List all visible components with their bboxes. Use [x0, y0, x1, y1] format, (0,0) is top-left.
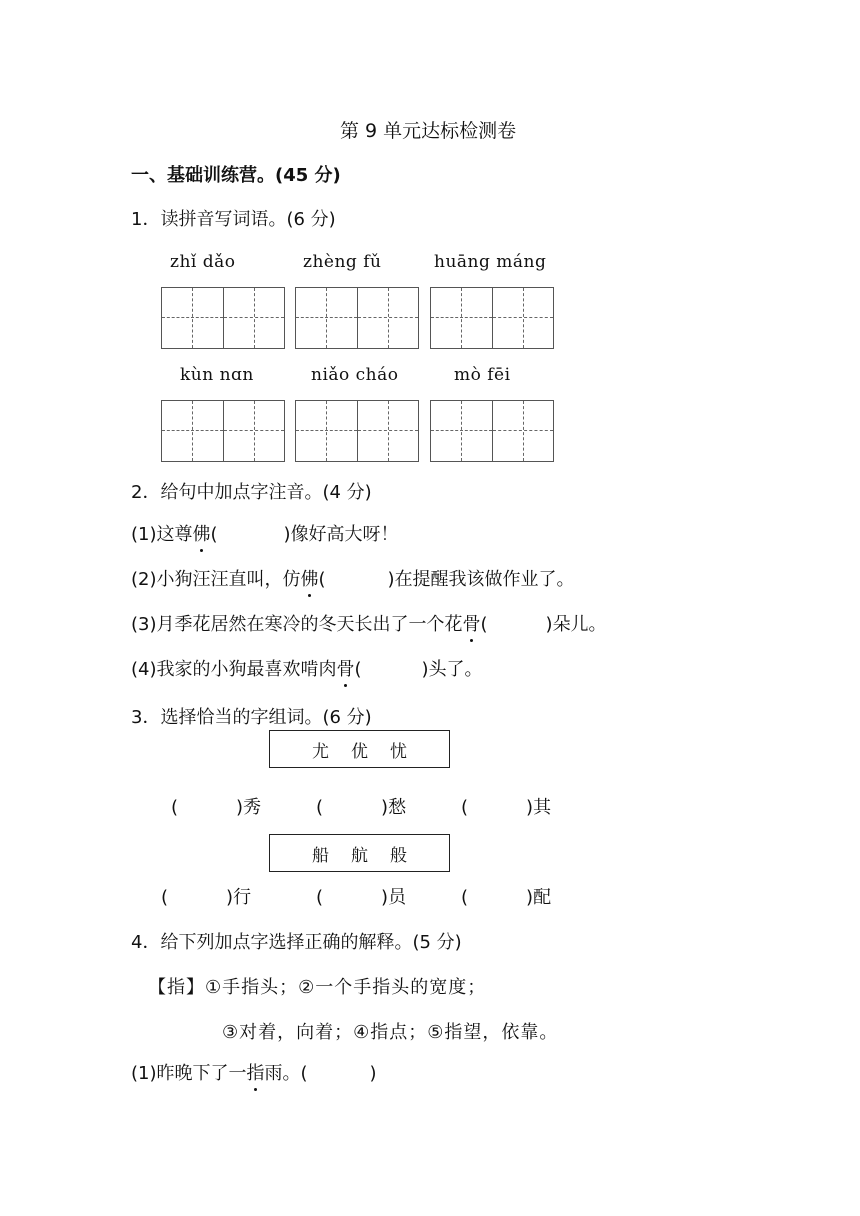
word-blank[interactable]: ( )配: [461, 887, 552, 908]
definition-line: ③对着，向着；④指点；⑤指望，依靠。: [222, 1022, 559, 1043]
pinyin-label: zhèng fǔ: [303, 252, 382, 272]
question-1-prompt: 1．读拼音写词语。(6 分): [131, 209, 336, 230]
sentence-item: [131, 610, 607, 636]
pinyin-label: niǎo cháo: [311, 365, 399, 385]
sentence-text: 在提醒我该做作业了。: [394, 569, 575, 590]
option-character: 优: [351, 741, 368, 762]
answer-blank[interactable]: ( ): [354, 659, 429, 680]
dotted-character: 骨: [337, 655, 355, 681]
word-blank[interactable]: ( )其: [461, 797, 552, 818]
answer-blank[interactable]: ( ): [210, 524, 291, 545]
option-character: 船: [312, 845, 329, 866]
word-blank[interactable]: ( )员: [316, 887, 407, 908]
sentence-text: (1)昨晚下了一: [131, 1063, 247, 1084]
dotted-character: 骨: [463, 610, 481, 636]
word-blank[interactable]: ( )愁: [316, 797, 407, 818]
sentence-text: 头了。: [428, 659, 483, 680]
answer-blank[interactable]: ( ): [300, 1063, 377, 1084]
option-character: 忧: [390, 741, 407, 762]
sentence-item: [131, 1059, 377, 1085]
sentence-text: 朵儿。: [552, 614, 607, 635]
pinyin-label: kùn nɑn: [180, 365, 254, 385]
dotted-character: 佛: [301, 565, 319, 591]
writing-grid[interactable]: [295, 400, 419, 462]
sentence-text: 雨。: [264, 1063, 301, 1084]
option-character: 般: [390, 845, 407, 866]
definition-line: 【指】①手指头；②一个手指头的宽度；: [148, 977, 487, 998]
answer-blank[interactable]: ( ): [480, 614, 553, 635]
answer-blank[interactable]: ( ): [318, 569, 395, 590]
writing-grid[interactable]: [430, 287, 554, 349]
word-blank[interactable]: ( )秀: [171, 797, 262, 818]
writing-grid[interactable]: [161, 400, 285, 462]
sentence-text: 像好高大呀！: [290, 524, 399, 545]
pinyin-label: zhǐ dǎo: [170, 252, 236, 272]
option-character: 航: [351, 845, 368, 866]
character-options-box: [269, 834, 450, 872]
word-blank[interactable]: ( )行: [161, 887, 252, 908]
dotted-character: 指: [247, 1059, 265, 1085]
page-title: 第 9 单元达标检测卷: [340, 120, 517, 142]
writing-grid[interactable]: [161, 287, 285, 349]
sentence-text: (2)小狗汪汪直叫，仿: [131, 569, 301, 590]
sentence-item: [131, 520, 399, 546]
question-3-prompt: 3．选择恰当的字组词。(6 分): [131, 707, 372, 728]
sentence-text: (4)我家的小狗最喜欢啃肉: [131, 659, 337, 680]
writing-grid[interactable]: [295, 287, 419, 349]
sentence-item: [131, 565, 575, 591]
sentence-text: (3)月季花居然在寒冷的冬天长出了一个花: [131, 614, 463, 635]
sentence-text: (1)这尊: [131, 524, 193, 545]
character-options-box: [269, 730, 450, 768]
sentence-item: [131, 655, 483, 681]
pinyin-label: mò fēi: [454, 365, 511, 385]
pinyin-label: huāng máng: [434, 252, 547, 272]
option-character: 尤: [312, 741, 329, 762]
question-4-prompt: 4．给下列加点字选择正确的解释。(5 分): [131, 932, 462, 953]
dotted-character: 佛: [193, 520, 211, 546]
question-2-prompt: 2．给句中加点字注音。(4 分): [131, 482, 372, 503]
section-heading: 一、基础训练营。(45 分): [131, 165, 341, 186]
writing-grid[interactable]: [430, 400, 554, 462]
